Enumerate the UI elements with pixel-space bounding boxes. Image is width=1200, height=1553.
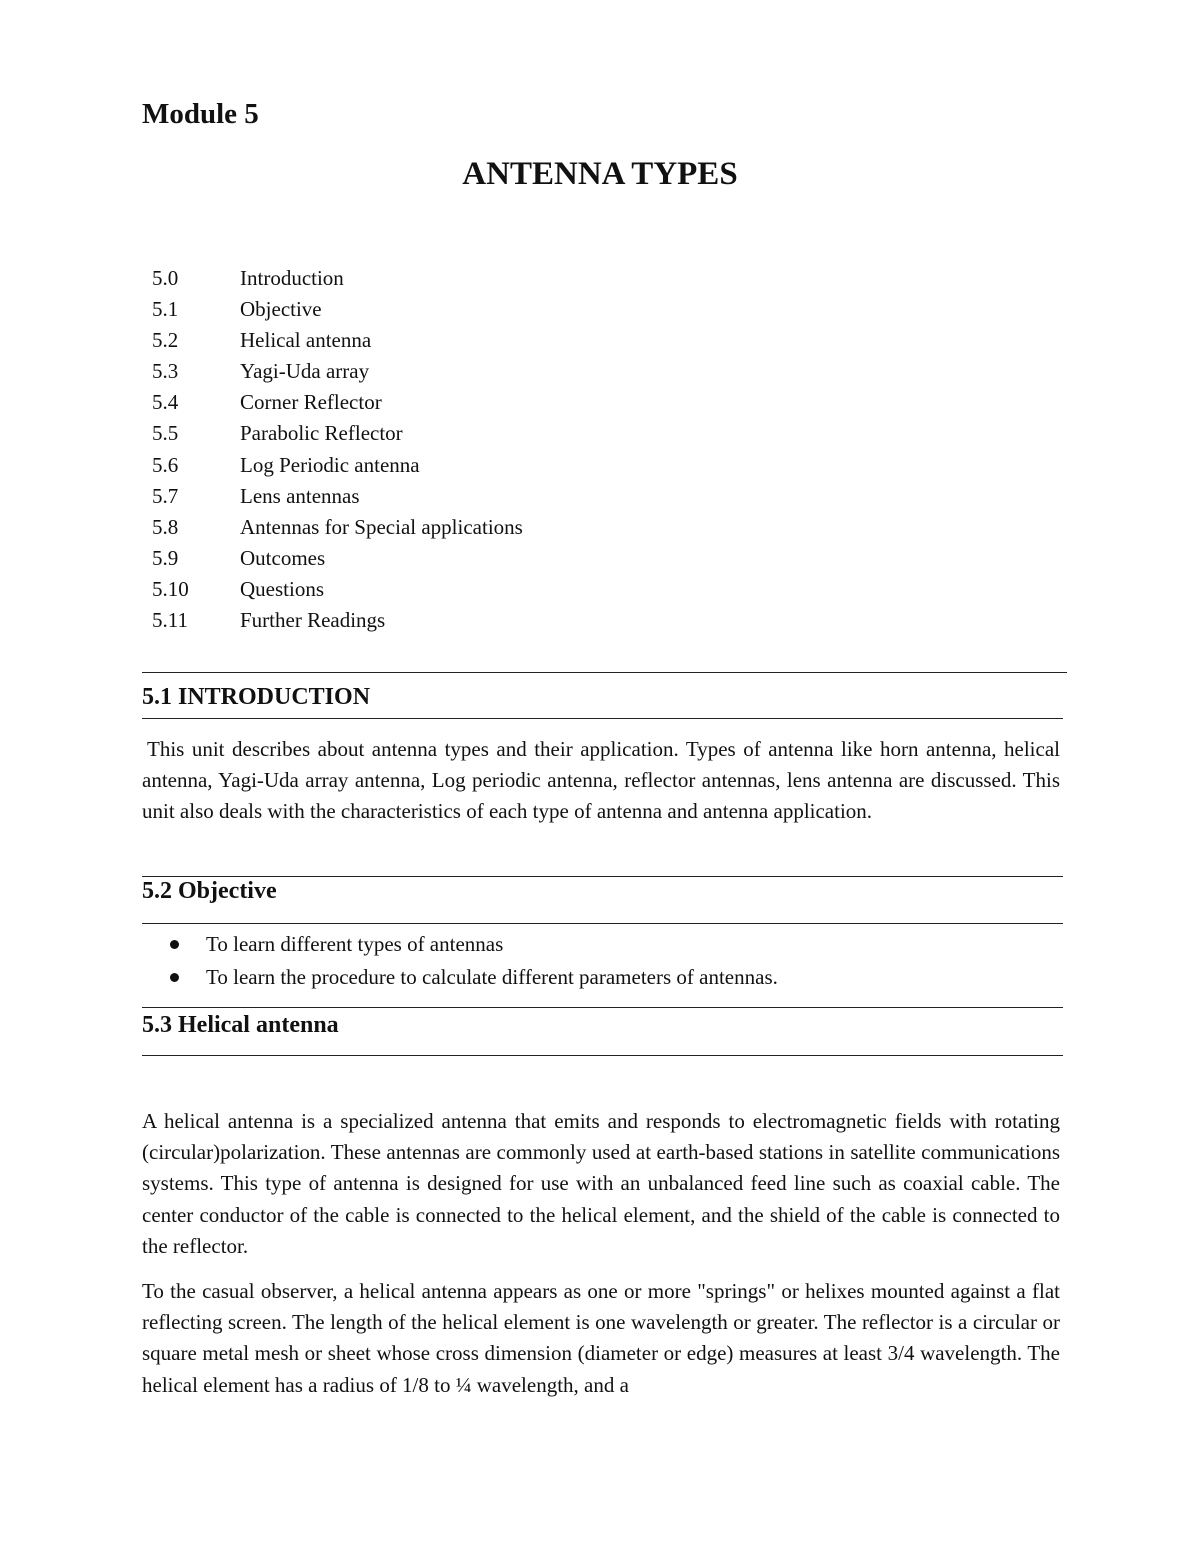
toc-item xyxy=(152,513,523,544)
table-of-contents xyxy=(152,264,523,637)
helical-paragraph-1: A helical antenna is a specialized antenna that emits and responds to electromagnetic fields with rotating (circular)polarization. These antennas are commonly used at earth-based stations in satellite communications systems. This type of antenna is designed for use with an unbalanced feed line such as coaxial cable. The center conductor of the cable is connected to the helical element, and the shield of the cable is connected to the reflector. xyxy=(142,1109,1060,1258)
section-heading-objective: 5.2 Objective xyxy=(142,878,277,904)
toc-item xyxy=(152,419,523,450)
module-label: Module 5 xyxy=(142,98,259,130)
toc-number: 5.3 xyxy=(152,359,179,384)
toc-number: 5.9 xyxy=(152,545,179,570)
toc-number: 5.4 xyxy=(152,390,179,415)
toc-number: 5.1 xyxy=(152,297,179,322)
toc-number: 5.10 xyxy=(152,576,189,601)
toc-item xyxy=(152,295,523,326)
toc-number: 5.5 xyxy=(152,421,179,446)
page-title: ANTENNA TYPES xyxy=(462,156,738,192)
toc-label: Yagi-Uda array xyxy=(240,359,370,384)
toc-item xyxy=(152,482,523,513)
objective-list xyxy=(170,930,778,996)
section-heading-introduction: 5.1 INTRODUCTION xyxy=(142,684,371,710)
toc-item xyxy=(152,575,523,606)
toc-label: Questions xyxy=(240,576,324,601)
section-divider xyxy=(142,1007,1063,1008)
toc-item xyxy=(152,326,523,357)
section-heading-helical-antenna: 5.3 Helical antenna xyxy=(142,1012,339,1038)
toc-label: Lens antennas xyxy=(240,483,360,508)
list-item-text: To learn the procedure to calculate different parameters of antennas. xyxy=(206,965,778,989)
toc-number: 5.6 xyxy=(152,452,179,477)
helical-paragraph-2: To the casual observer, a helical antenna appears as one or more "springs" or helixes mounted against a flat reflecting screen. The length of the helical element is one wavelength or greater. The reflector is a circular or square metal mesh or sheet whose cross dimension (diameter or edge) measures at least 3/4 wavelength. The helical element has a radius of 1/8 to ¼ wavelength, and a xyxy=(142,1279,1060,1397)
toc-item xyxy=(152,388,523,419)
toc-item xyxy=(152,451,523,482)
section-divider xyxy=(142,672,1067,673)
toc-label: Log Periodic antenna xyxy=(240,452,420,477)
section-divider xyxy=(142,1055,1063,1056)
toc-label: Outcomes xyxy=(240,545,326,570)
toc-label: Antennas for Special applications xyxy=(240,514,523,539)
toc-number: 5.11 xyxy=(152,608,188,633)
list-item-text: To learn different types of antennas xyxy=(206,932,504,956)
section-divider xyxy=(142,923,1063,924)
toc-label: Objective xyxy=(240,297,322,322)
list-item xyxy=(170,963,778,996)
toc-item xyxy=(152,606,523,637)
bullet-icon xyxy=(170,973,179,982)
toc-item xyxy=(152,544,523,575)
toc-number: 5.0 xyxy=(152,266,179,290)
bullet-icon xyxy=(170,940,179,949)
list-item xyxy=(170,930,778,963)
section-divider xyxy=(142,718,1063,719)
toc-label: Parabolic Reflector xyxy=(240,421,403,446)
section-divider xyxy=(142,876,1063,877)
toc-label: Helical antenna xyxy=(240,328,372,353)
toc-label: Further Readings xyxy=(240,608,386,633)
toc-label: Introduction xyxy=(240,266,344,290)
toc-number: 5.7 xyxy=(152,483,179,508)
introduction-paragraph: This unit describes about antenna types and their application. Types of antenna like horn antenna, helical antenna, Yagi-Uda array antenna, Log periodic antenna, reflector antennas, lens antenna are discussed. This unit also deals with the characteristics of each type of antenna and antenna application. xyxy=(142,737,1060,824)
toc-number: 5.2 xyxy=(152,328,179,353)
toc-item xyxy=(152,357,523,388)
toc-item xyxy=(152,264,523,295)
toc-number: 5.8 xyxy=(152,514,179,539)
toc-label: Corner Reflector xyxy=(240,390,382,415)
